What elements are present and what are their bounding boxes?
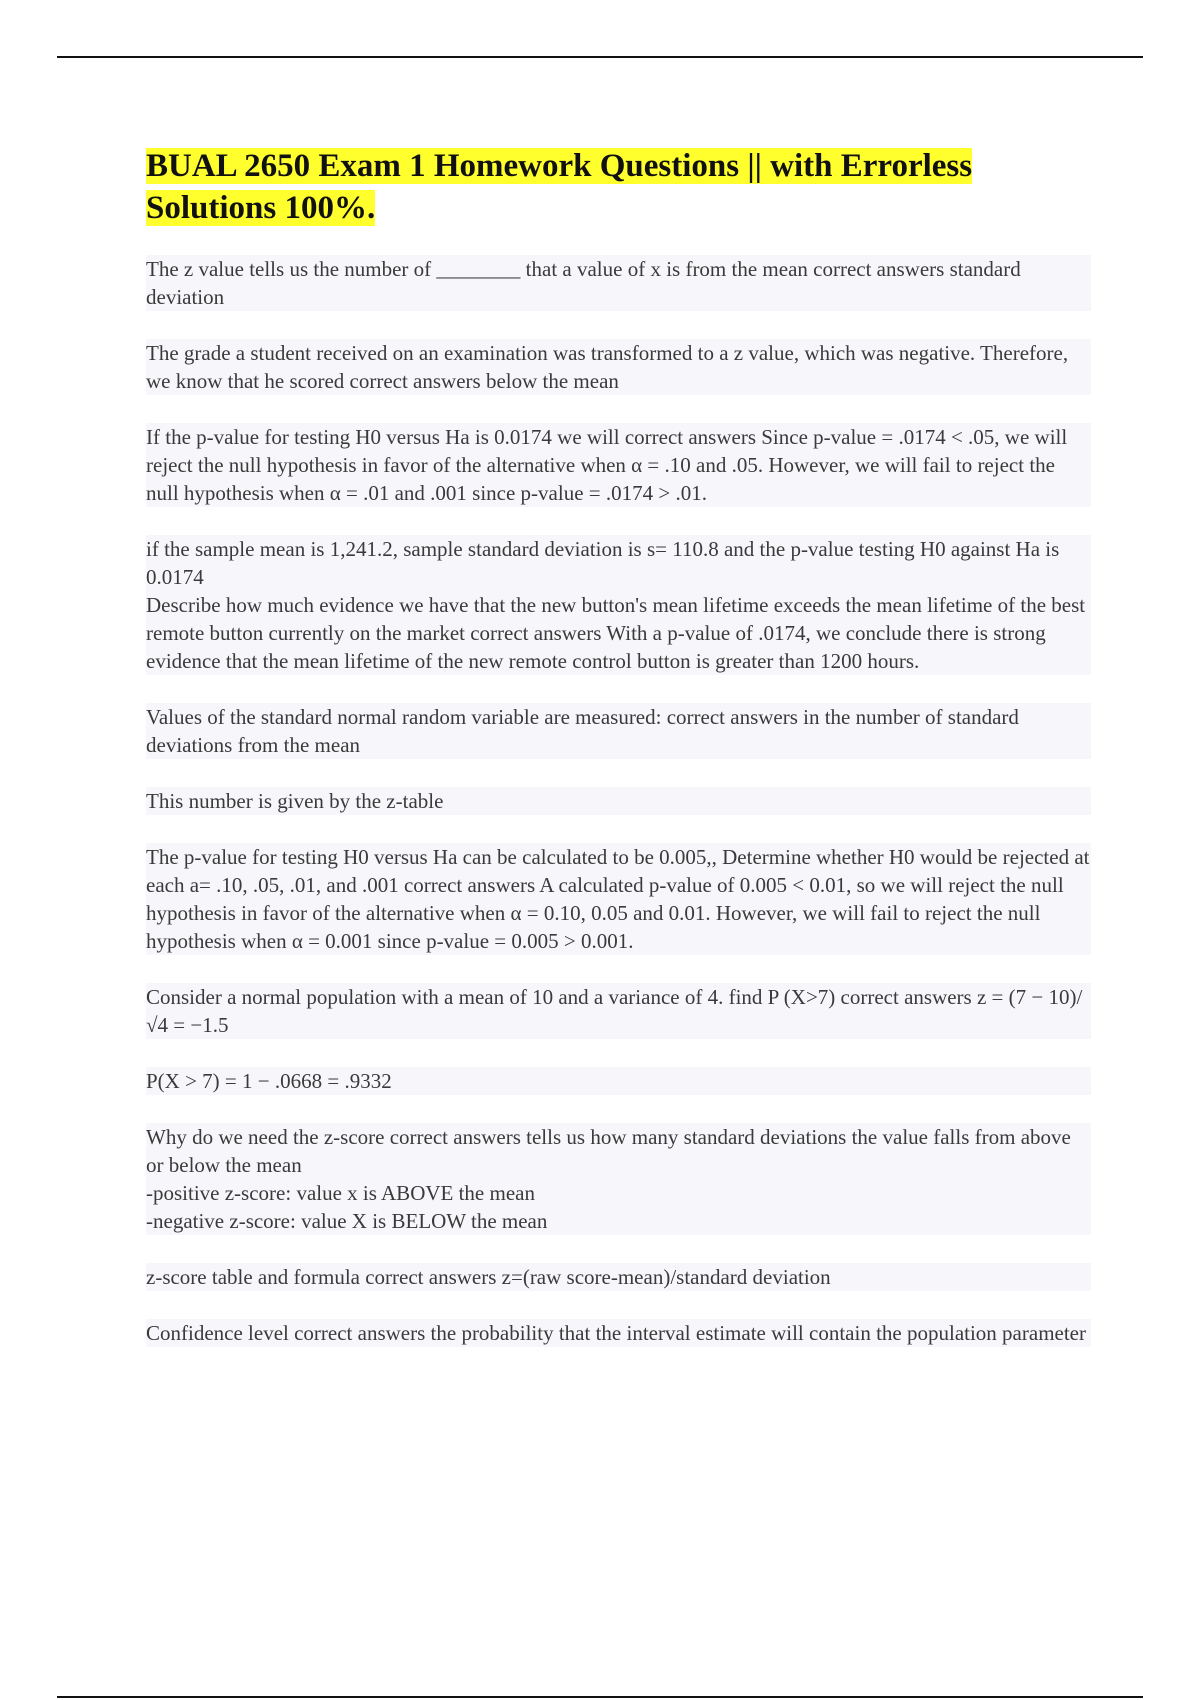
paragraph-line: z-score table and formula correct answers z=(raw score-mean)/standard deviation: [146, 1263, 1091, 1291]
paragraph-line: The z value tells us the number of ________ that a value of x is from the mean correct answers standard deviation: [146, 255, 1091, 311]
paragraph-p-value-0174: [146, 423, 1091, 507]
paragraph-p-value-005: [146, 843, 1091, 955]
paragraph-probability-result: [146, 1067, 1091, 1095]
document-body: [146, 145, 1091, 1375]
paragraph-standard-normal-values: [146, 703, 1091, 759]
paragraph-negative-z-grade: [146, 339, 1091, 395]
paragraph-normal-population: [146, 983, 1091, 1039]
paragraph-line: -positive z-score: value x is ABOVE the mean: [146, 1179, 1091, 1207]
document-title-text: BUAL 2650 Exam 1 Homework Questions || with Errorless Solutions 100%.: [146, 148, 973, 226]
paragraph-line: If the p-value for testing H0 versus Ha is 0.0174 we will correct answers Since p-value = .0174 < .05, we will reject the null hypothesis in favor of the alternative when α = .10 and .05. However, we will fail to reject the null hypothesis when α = .01 and .001 since p-value = .0174 > .01.: [146, 423, 1091, 507]
paragraph-line: if the sample mean is 1,241.2, sample standard deviation is s= 110.8 and the p-value testing H0 against Ha is 0.0174: [146, 535, 1091, 591]
paragraph-line: The grade a student received on an examination was transformed to a z value, which was negative. Therefore, we know that he scored correct answers below the mean: [146, 339, 1091, 395]
top-rule: [57, 56, 1143, 58]
paragraph-line: Describe how much evidence we have that the new button's mean lifetime exceeds the mean lifetime of the best remote button currently on the market correct answers With a p-value of .0174, we conclude there is strong evidence that the mean lifetime of the new remote control button is greater than 1200 hours.: [146, 591, 1091, 675]
paragraph-line: Consider a normal population with a mean of 10 and a variance of 4. find P (X>7) correct answers z = (7 − 10)/√4 = −1.5: [146, 983, 1091, 1039]
paragraph-sample-mean-evidence: [146, 535, 1091, 675]
paragraph-line: Confidence level correct answers the probability that the interval estimate will contain the population parameter: [146, 1319, 1091, 1347]
document-title: [146, 145, 1091, 229]
paragraph-z-score-formula: [146, 1263, 1091, 1291]
paragraph-line: This number is given by the z-table: [146, 787, 1091, 815]
paragraph-z-table: [146, 787, 1091, 815]
bottom-rule: [57, 1696, 1143, 1698]
paragraph-line: -negative z-score: value X is BELOW the mean: [146, 1207, 1091, 1235]
paragraph-line: Values of the standard normal random variable are measured: correct answers in the number of standard deviations from the mean: [146, 703, 1091, 759]
paragraph-confidence-level: [146, 1319, 1091, 1347]
paragraph-line: P(X > 7) = 1 − .0668 = .9332: [146, 1067, 1091, 1095]
paragraph-line: The p-value for testing H0 versus Ha can be calculated to be 0.005,, Determine whether H0 would be rejected at each a= .10, .05, .01, and .001 correct answers A calculated p-value of 0.005 < 0.01, so we will reject the null hypothesis in favor of the alternative when α = 0.10, 0.05 and 0.01. However, we will fail to reject the null hypothesis when α = 0.001 since p-value = 0.005 > 0.001.: [146, 845, 1090, 953]
paragraph-why-z-score: [146, 1123, 1091, 1235]
paragraph-z-value-definition: [146, 255, 1091, 311]
paragraph-line: Why do we need the z-score correct answers tells us how many standard deviations the value falls from above or below the mean: [146, 1123, 1091, 1179]
